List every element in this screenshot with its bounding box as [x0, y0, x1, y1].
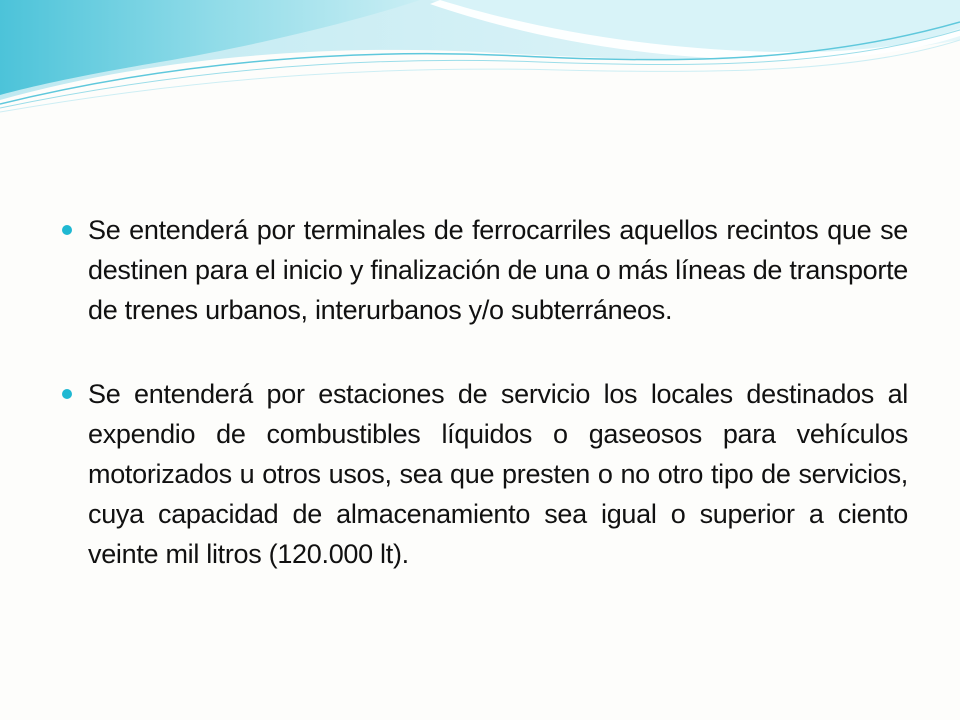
bullet-item-terminales [62, 210, 908, 330]
bullet-dot-icon [62, 389, 72, 399]
bullet-item-estaciones [62, 374, 908, 574]
header-wave-decoration [0, 0, 960, 120]
bullet-dot-icon [62, 225, 72, 235]
bullet-text: Se entenderá por terminales de ferrocarriles aquellos recintos que se destinen para el inicio y finalización de una o más líneas de transporte de trenes urbanos, interurbanos y/o subterráneos. [88, 215, 908, 325]
bullet-list [62, 210, 908, 618]
bullet-text: Se entenderá por estaciones de servicio los locales destinados al expendio de combustibles líquidos o gaseosos para vehículos motorizados u otros usos, sea que presten o no otro tipo de servicios, cuya capacidad de almacenamiento sea igual o superior a ciento veinte mil litros (120.000 lt). [88, 379, 908, 569]
